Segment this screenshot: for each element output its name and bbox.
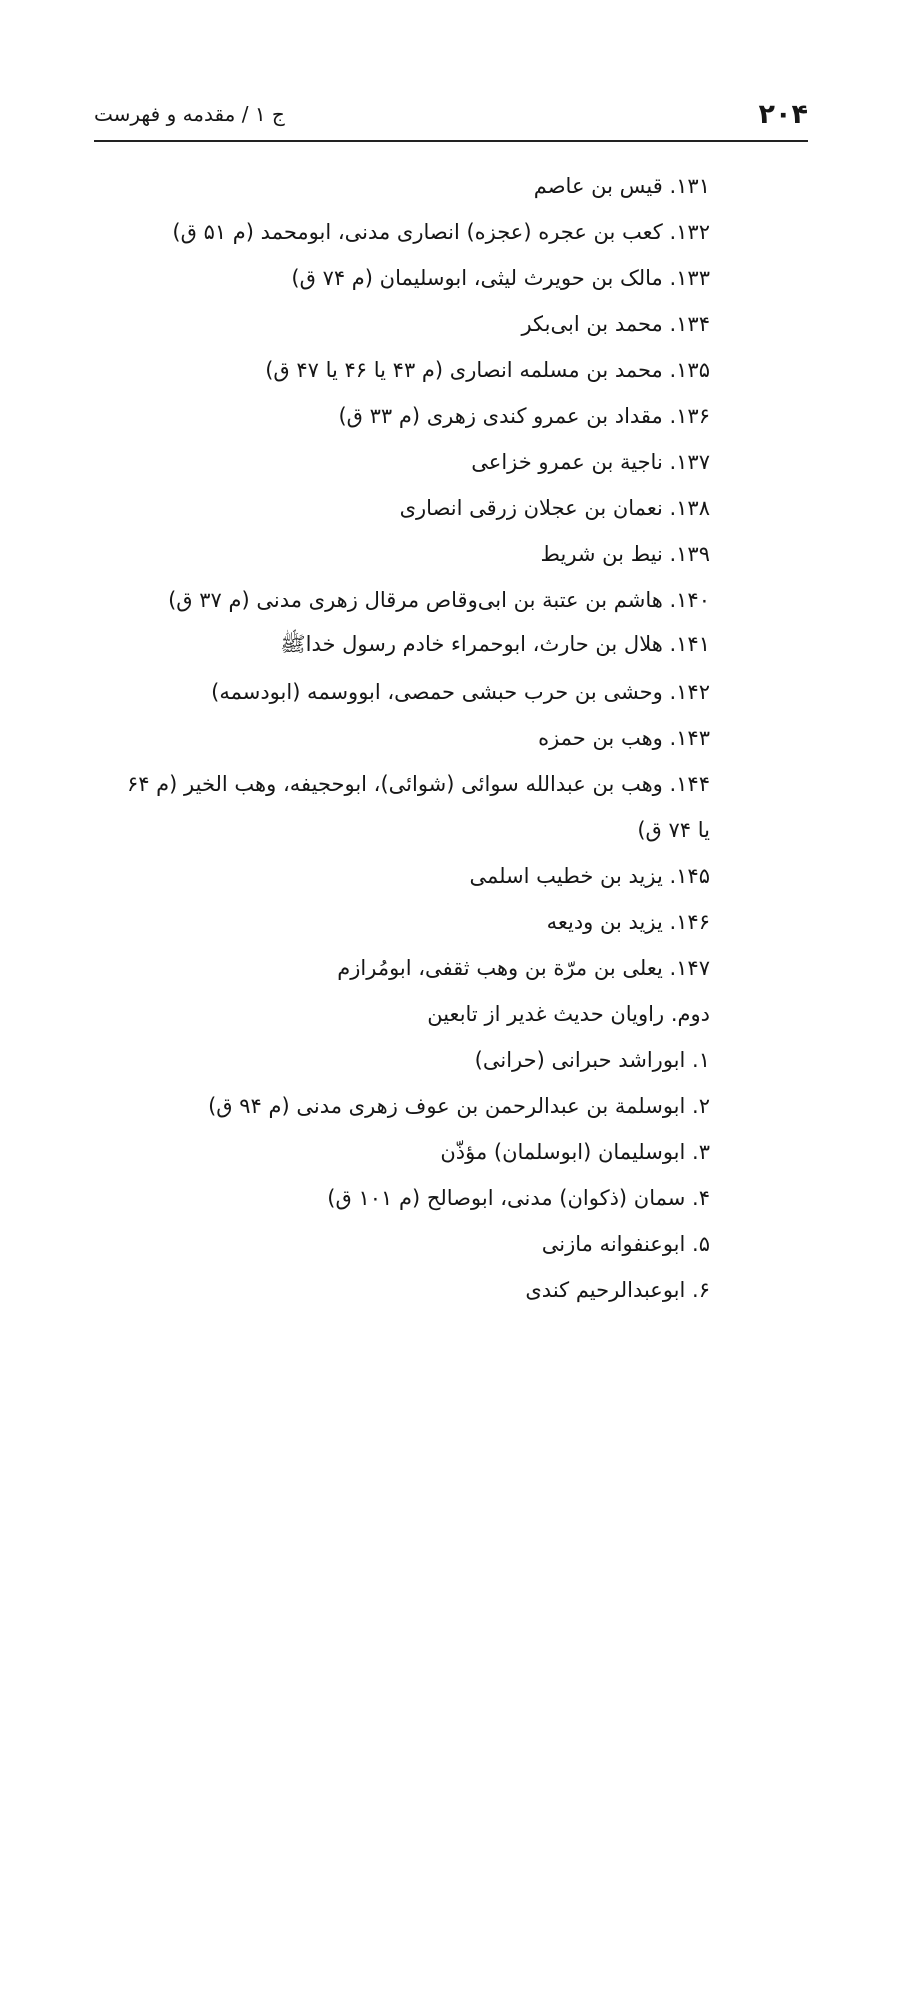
toc-entry-label: دوم. راویان حدیث غدیر از تابعین: [427, 1002, 710, 1026]
toc-entry-label: ۱۳۸. نعمان بن عجلان زرقی انصاری: [399, 496, 710, 520]
toc-entry-label: ۳. ابوسلیمان (ابوسلمان) مؤذّن: [440, 1140, 710, 1164]
toc-entry-label: ۱۴۰. هاشم بن عتبة بن ابی‌وقاص مرقال زهری مدنی (م ۳۷ ق): [168, 588, 710, 612]
toc-entry-label: ۵. ابوعنفوانه مازنی: [541, 1232, 710, 1256]
toc-entry-page: [0, 585, 509, 1995]
toc-entry-label: ۱۳۲. کعب بن عجره (عجزه) انصاری مدنی، ابومحمد (م ۵۱ ق): [172, 220, 710, 244]
toc-entry-label: ۱۳۶. مقداد بن عمرو کندی زهری (م ۳۳ ق): [338, 404, 710, 428]
toc-entry-label: یا ۷۴ ق): [637, 818, 710, 842]
toc-entry-label: ۴. سمان (ذکوان) مدنی، ابوصالح (م ۱۰۱ ق): [327, 1186, 710, 1210]
page-number: ۲۰۴: [758, 98, 808, 130]
toc-entry-label: ۱. ابوراشد حبرانی (حرانی): [474, 1048, 710, 1072]
toc-entry-label: ۱۳۱. قیس بن عاصم: [533, 174, 710, 198]
toc-entry-label: ۱۴۴. وهب بن عبدالله سوائی (شوائی)، ابوحجیفه، وهب الخیر (م ۶۴: [126, 772, 710, 796]
running-title: ج ۱ / مقدمه و فهرست: [94, 102, 285, 126]
toc-entry-label: ۶. ابوعبدالرحیم کندی: [525, 1278, 710, 1302]
toc-entry-label: ۱۴۵. یزید بن خطیب اسلمی: [469, 864, 710, 888]
toc-entry-label: ۱۴۷. یعلی بن مرّة بن وهب ثقفی، ابومُرازم: [337, 956, 710, 980]
toc-entry-label: ۱۳۵. محمد بن مسلمه انصاری (م ۴۳ یا ۴۶ یا ۴۷ ق): [265, 358, 710, 382]
toc-entry-label: ۱۴۶. یزید بن ودیعه: [546, 910, 710, 934]
toc-entry-label: ۲. ابوسلمة بن عبدالرحمن بن عوف زهری مدنی (م ۹۴ ق): [208, 1094, 710, 1118]
toc-entry-label: ۱۳۹. نیط بن شریط: [540, 542, 710, 566]
toc-entry-label: ۱۳۷. ناجیة بن عمرو خزاعی: [471, 450, 710, 474]
toc-entry-label: ۱۳۴. محمد بن ابی‌بکر: [521, 312, 710, 336]
toc-entry-label: ۱۳۳. مالک بن حویرث لیثی، ابوسلیمان (م ۷۴ ق): [291, 266, 710, 290]
toc-entry-label: ۱۴۱. هلال بن حارث، ابوحمراء خادم رسول خداﷺ: [280, 631, 710, 656]
toc-entry-label: ۱۴۳. وهب بن حمزه: [538, 726, 710, 750]
table-of-contents: [94, 163, 710, 1313]
toc-entry-label: ۱۴۲. وحشی بن حرب حبشی حمصی، ابووسمه (ابودسمه): [211, 680, 710, 704]
